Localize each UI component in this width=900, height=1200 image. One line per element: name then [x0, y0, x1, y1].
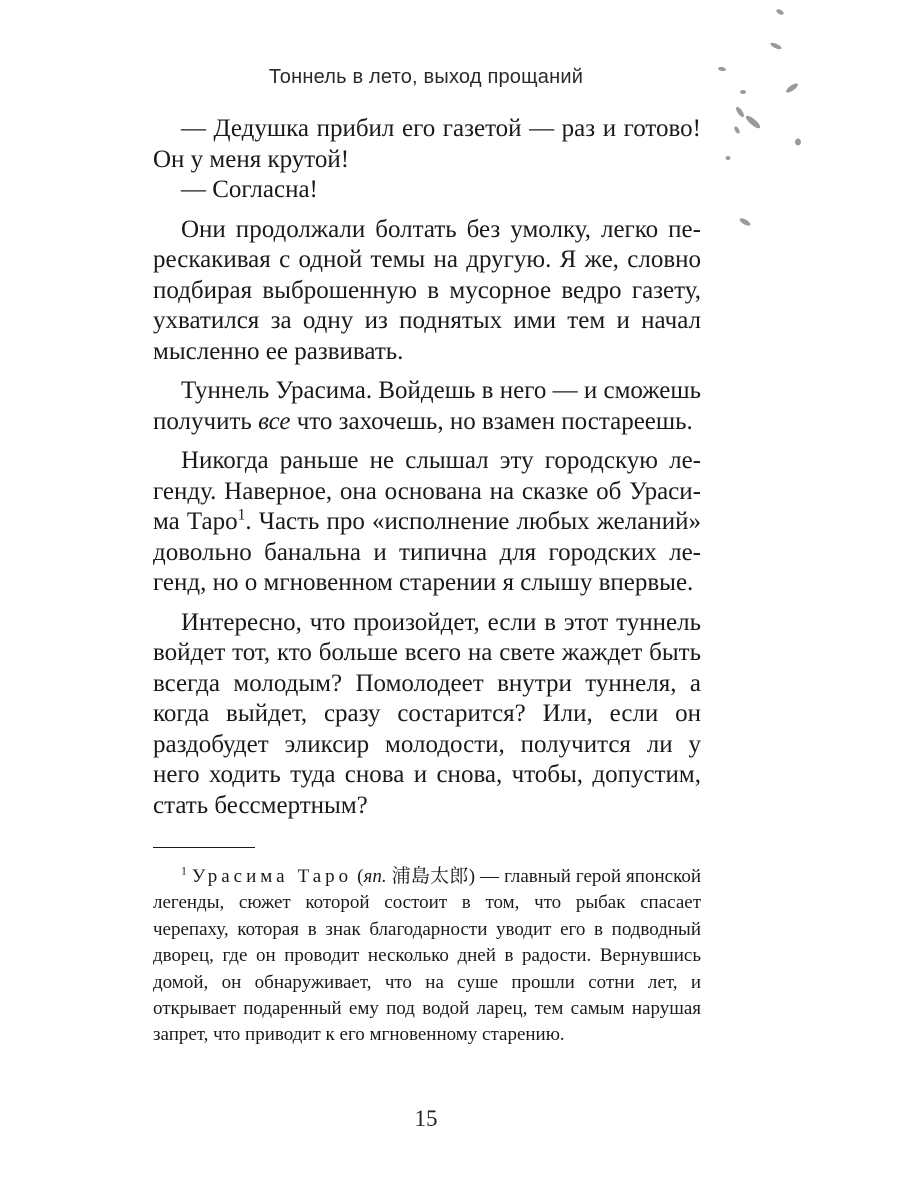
- paragraph-text: Никогда раньше не слышал эту городскую легенду. Наверное, она основана на сказке об Урасима Таро: [153, 447, 701, 535]
- main-text: [153, 114, 701, 821]
- paragraph: — Согласна!: [181, 176, 318, 203]
- footnote-reference[interactable]: 1: [237, 506, 246, 524]
- footnote-divider: [153, 847, 255, 848]
- footnote-kanji: 浦島太郎: [386, 866, 469, 887]
- footnote-text: ) — главный герой японской легенды, сюжет которой состоит в том, что рыбак спасает черепаху, которая в знак благодарности уводит его в подводный дворец, где он проводит несколько дней в радости. Вернувшись домой, он обнаруживает, что на суше прошли сотни лет, и открывает подаренный ему под водой ларец, тем самым нарушая запрет, что приводит к его мгновенному старению.: [153, 866, 702, 1046]
- footnote: [153, 864, 701, 1049]
- paragraph: [153, 446, 701, 599]
- footnote-marker: 1: [181, 864, 187, 878]
- footnote-term: Урасима Таро: [191, 866, 353, 887]
- paragraph: Интересно, что произойдет, если в этот туннель войдет тот, кто больше всего на свете жаждет быть всегда молодым? Помолодеет внутри туннеля, а когда выйдет, сразу состарится? Или, если он раздобудет эликсир молодости, получится ли у него ходить туда снова и снова, чтобы, допустим, стать бессмертным?: [153, 608, 701, 819]
- footnote-language: яп.: [363, 866, 387, 887]
- running-head: Тоннель в лето, выход прощаний: [268, 66, 584, 88]
- paragraph: Они продолжали болтать без умолку, легко перескакивая с одной темы на другую. Я же, словно подбирая выброшенную в мусорное ведро газету, ухватился за одну из поднятых ими тем и начал мысленно ее развивать.: [153, 215, 701, 365]
- falling-petals-icon: [700, 0, 900, 260]
- paragraph-text: . Часть про «исполнение любых желаний» довольно банальна и типична для городских легенд, но о мгновенном старении я слышу впервые.: [153, 508, 701, 596]
- paragraph: [153, 376, 701, 437]
- paragraph: — Дедушка прибил его газетой — раз и готово! Он у меня крутой!: [153, 115, 701, 173]
- footnote-text: (: [352, 866, 364, 887]
- paragraph-text: что захочешь, но взамен постареешь.: [290, 407, 693, 435]
- paragraph-text: Туннель Урасима. Войдешь в него — и сможешь получить: [153, 377, 701, 435]
- page-number: 15: [414, 1106, 438, 1131]
- emphasis: все: [258, 407, 291, 435]
